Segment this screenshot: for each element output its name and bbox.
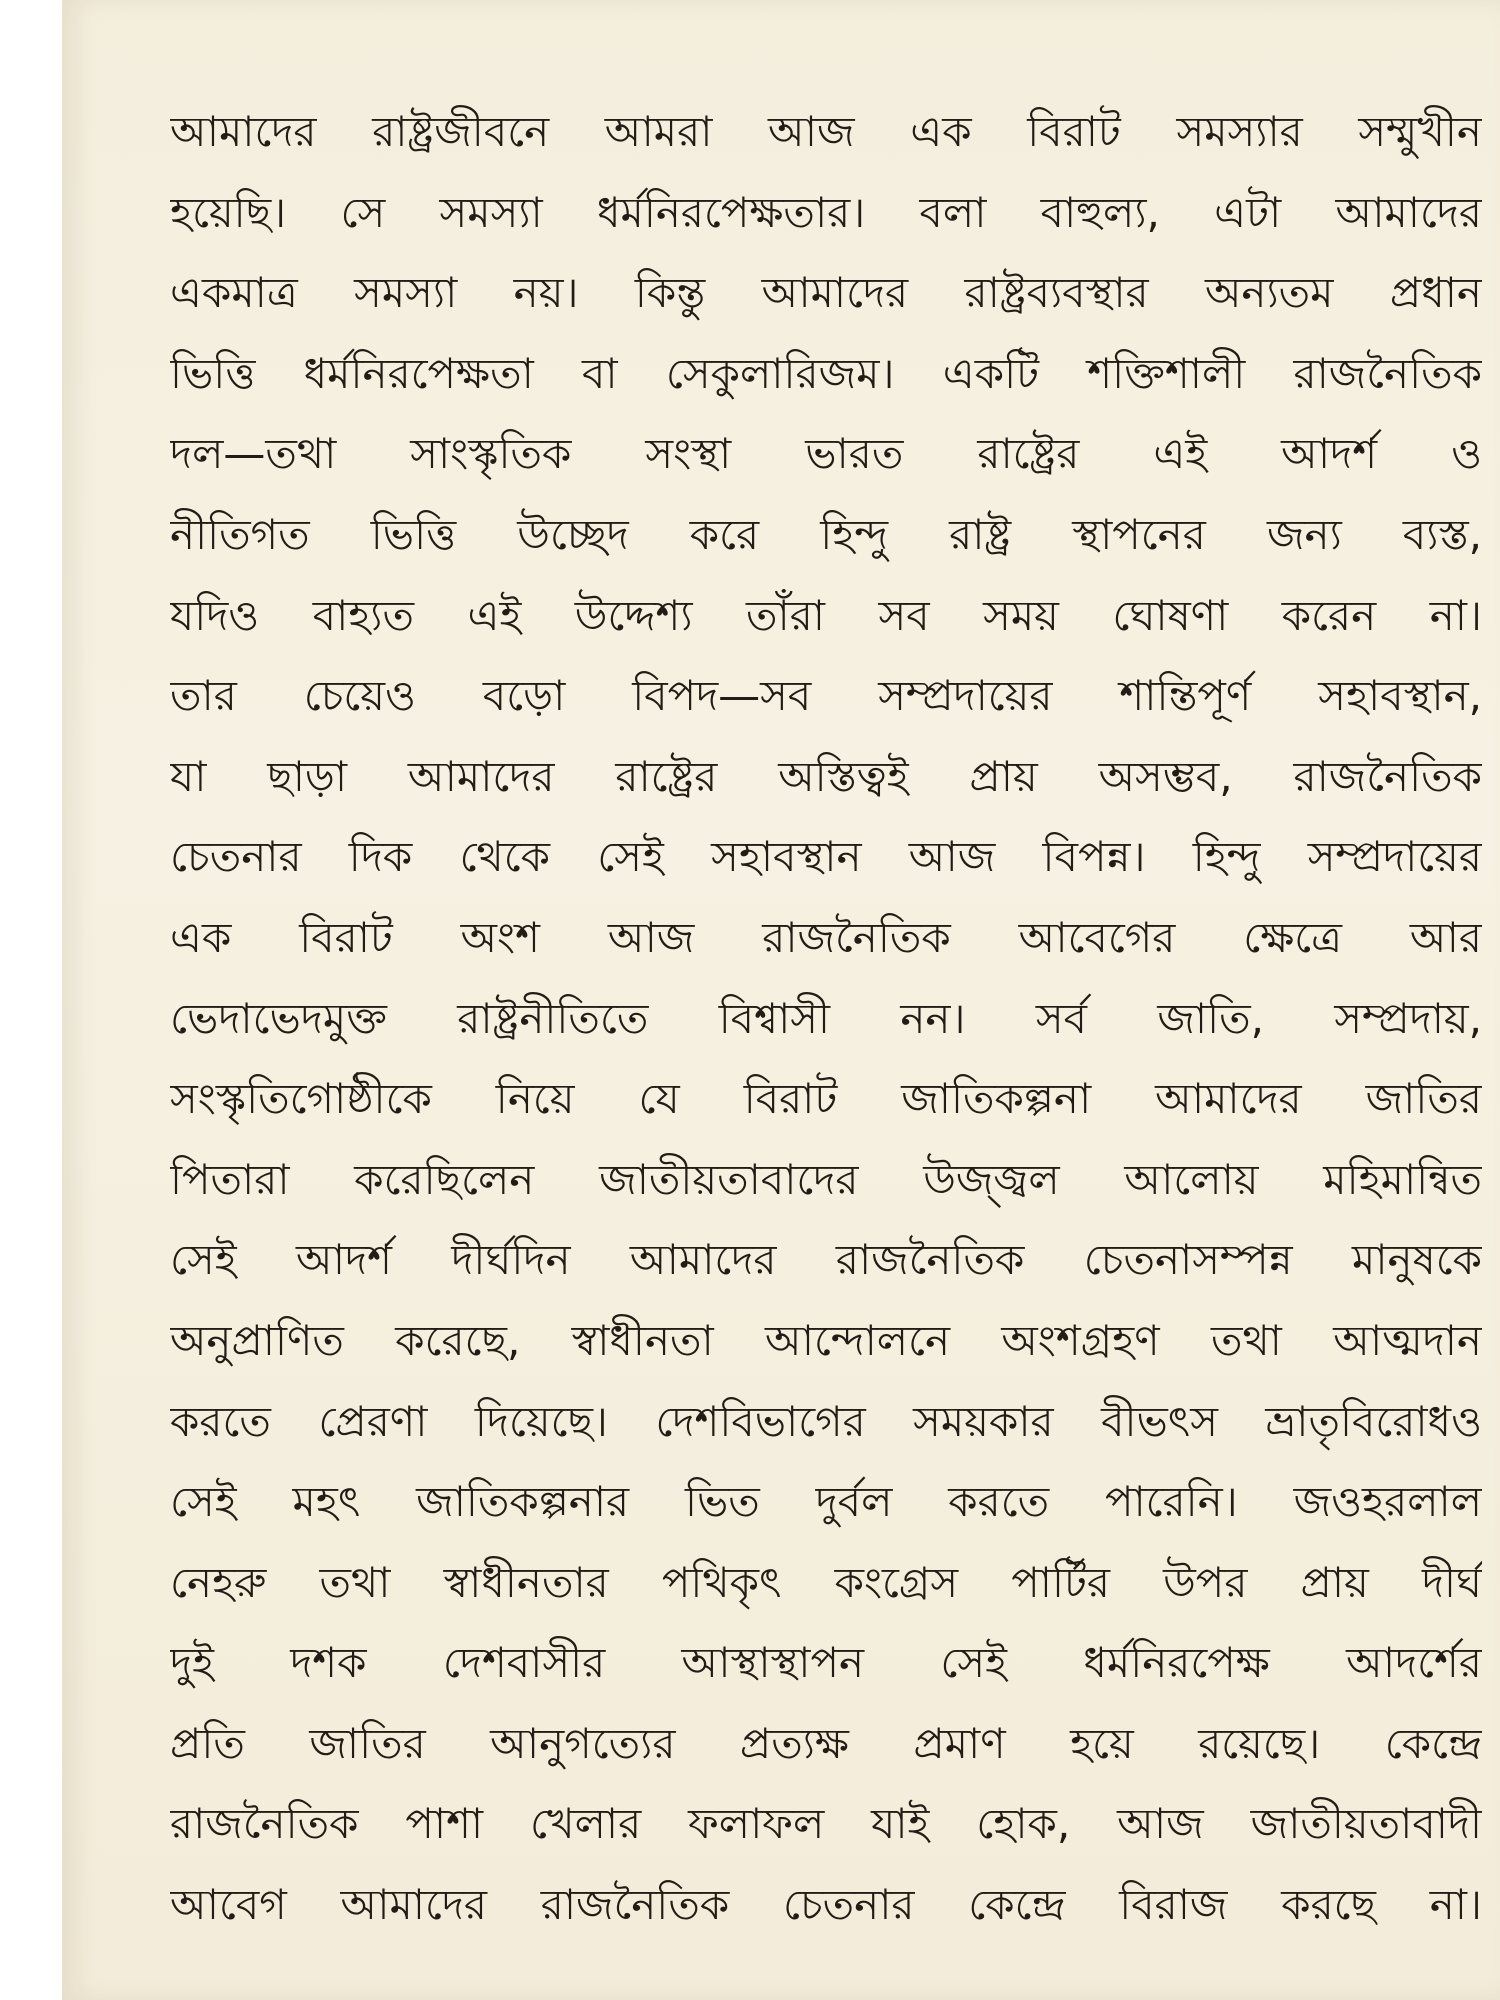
- text-line: সংস্কৃতিগোষ্ঠীকে নিয়ে যে বিরাট জাতিকল্পনা আমাদের জাতির: [170, 1074, 1482, 1124]
- text-line: চেতনার দিক থেকে সেই সহাবস্থান আজ বিপন্ন। হিন্দু সম্প্রদায়ের: [170, 832, 1482, 882]
- text-line: যা ছাড়া আমাদের রাষ্ট্রের অস্তিত্বই প্রায় অসম্ভব, রাজনৈতিক: [170, 751, 1482, 801]
- body-paragraph: [170, 92, 1482, 1946]
- text-line: সেই আদর্শ দীর্ঘদিন আমাদের রাজনৈতিক চেতনাসম্পন্ন মানুষকে: [170, 1235, 1482, 1285]
- text-line: নীতিগত ভিত্তি উচ্ছেদ করে হিন্দু রাষ্ট্র স্থাপনের জন্য ব্যস্ত,: [170, 509, 1482, 559]
- text-line: এক বিরাট অংশ আজ রাজনৈতিক আবেগের ক্ষেত্রে আর: [170, 912, 1482, 962]
- text-line: হয়েছি। সে সমস্যা ধর্মনিরপেক্ষতার। বলা বাহুল্য, এটা আমাদের: [170, 187, 1482, 237]
- text-line: দল—তথা সাংস্কৃতিক সংস্থা ভারত রাষ্ট্রের এই আদর্শ ও: [170, 429, 1482, 479]
- text-line: প্রতি জাতির আনুগত্যের প্রত্যক্ষ প্রমাণ হয়ে রয়েছে। কেন্দ্রে: [170, 1718, 1482, 1768]
- paper-sheet: [62, 0, 1500, 2000]
- text-line: ভিত্তি ধর্মনিরপেক্ষতা বা সেকুলারিজম। একটি শক্তিশালী রাজনৈতিক: [170, 348, 1482, 398]
- text-line: অনুপ্রাণিত করেছে, স্বাধীনতা আন্দোলনে অংশগ্রহণ তথা আত্মদান: [170, 1315, 1482, 1365]
- text-line: পিতারা করেছিলেন জাতীয়তাবাদের উজ্জ্বল আলোয় মহিমান্বিত: [170, 1154, 1482, 1204]
- text-line: আবেগ আমাদের রাজনৈতিক চেতনার কেন্দ্রে বিরাজ করছে না।: [170, 1880, 1482, 1930]
- text-line: রাজনৈতিক পাশা খেলার ফলাফল যাই হোক, আজ জাতীয়তাবাদী: [170, 1799, 1482, 1849]
- text-line: একমাত্র সমস্যা নয়। কিন্তু আমাদের রাষ্ট্রব্যবস্থার অন্যতম প্রধান: [170, 268, 1482, 318]
- text-line: সেই মহৎ জাতিকল্পনার ভিত দুর্বল করতে পারেনি। জওহরলাল: [170, 1477, 1482, 1527]
- text-line: ভেদাভেদমুক্ত রাষ্ট্রনীতিতে বিশ্বাসী নন। সর্ব জাতি, সম্প্রদায়,: [170, 993, 1482, 1043]
- text-line: করতে প্রেরণা দিয়েছে। দেশবিভাগের সময়কার বীভৎস ভ্রাতৃবিরোধও: [170, 1396, 1482, 1446]
- text-line: দুই দশক দেশবাসীর আস্থাস্থাপন সেই ধর্মনিরপেক্ষ আদর্শের: [170, 1638, 1482, 1688]
- text-line: নেহরু তথা স্বাধীনতার পথিকৃৎ কংগ্রেস পার্টির উপর প্রায় দীর্ঘ: [170, 1557, 1482, 1607]
- text-line: যদিও বাহ্যত এই উদ্দেশ্য তাঁরা সব সময় ঘোষণা করেন না।: [170, 590, 1482, 640]
- text-line: তার চেয়েও বড়ো বিপদ—সব সম্প্রদায়ের শান্তিপূর্ণ সহাবস্থান,: [170, 671, 1482, 721]
- text-line: আমাদের রাষ্ট্রজীবনে আমরা আজ এক বিরাট সমস্যার সম্মুখীন: [170, 107, 1482, 156]
